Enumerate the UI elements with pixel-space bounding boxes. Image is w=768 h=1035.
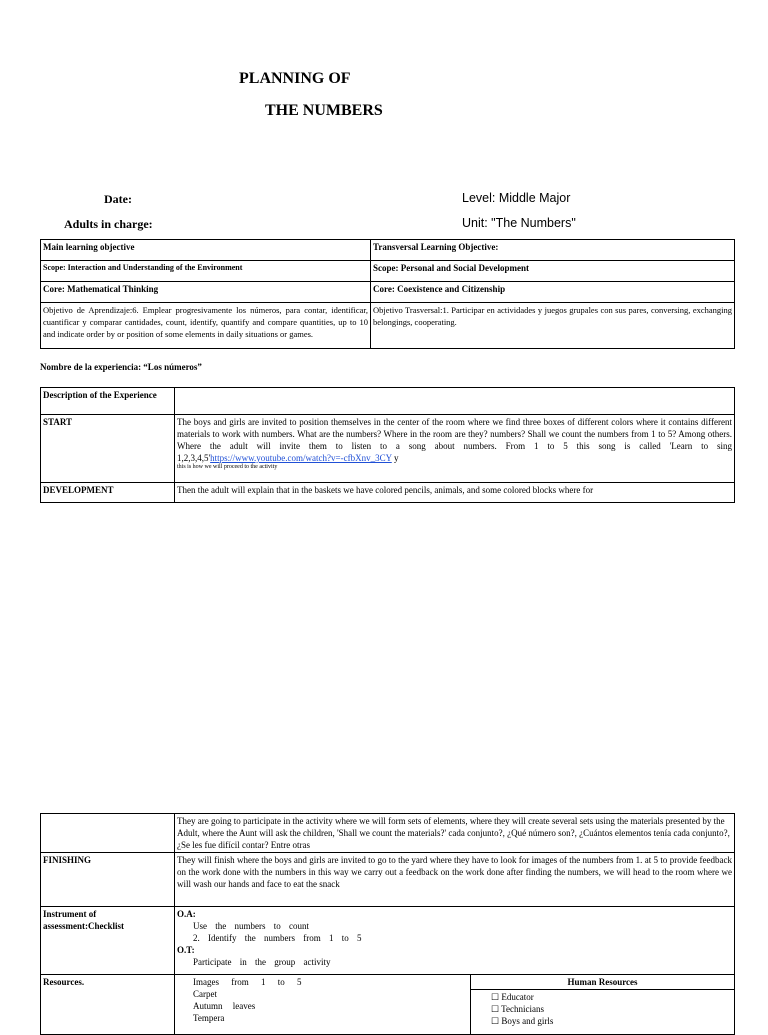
start-small-note: this is how we will proceed to the activity [177, 464, 278, 470]
ot-item-1: Participate in the group activity [193, 957, 331, 967]
main-objective-cell: Main learning objective [41, 240, 371, 261]
start-text: The boys and girls are invited to position themselves in the center of the room where we find three boxes of different colors where it contains different materials to work with numbers. What are the numbers? Where in the room are they? numbers? Shall we count the numbers from 1 to 5? Among others. Where the adult will invite them to listen to a song about numbers. From 1 to 5 this song is called 'Learn to sing 1,2,3,4,5' [177, 417, 732, 463]
instrument-label-cell: Instrument of assessment:Checklist [41, 907, 175, 975]
unit-text: Unit: "The Numbers" [462, 216, 576, 230]
planning-table-continued [40, 813, 735, 1035]
level-text: Level: Middle Major [462, 191, 571, 205]
description-header-cell: Description of the Experience [41, 388, 175, 415]
oa-label: O.A: [177, 909, 196, 919]
human-resource-item: ☐ Educator [491, 992, 534, 1002]
ot-label: O.T: [177, 945, 195, 955]
human-resource-item: ☐ Boys and girls [491, 1016, 554, 1026]
transversal-objective-cell: Transversal Learning Objective: [371, 240, 735, 261]
resources-label-cell: Resources. [41, 975, 175, 1035]
resource-item: Carpet [193, 989, 217, 999]
oa-item-2: 2. Identify the numbers from 1 to 5 [193, 933, 362, 943]
description-empty-cell [175, 388, 735, 415]
objectives-table [40, 239, 735, 349]
continuation-text-cell: They are going to participate in the activity where we will form sets of elements, where they will create several sets using the materials presented by the Adult, where the Aunt will ask the children, 'Shall we count the materials?' cada conjunto?, ¿Qué número son?, ¿Cuántos elementos tenía cada conjunto?, ¿Se les fue difícil contar? Entre otras [175, 814, 735, 853]
continuation-empty-cell [41, 814, 175, 853]
core-left-cell: Core: Mathematical Thinking [41, 282, 371, 303]
finishing-text-cell: They will finish where the boys and girls are invited to go to the yard where they have to look for images of the numbers from 1. at 5 to provide feedback on the work done with the numbers in this way we carry out a feedback on the work done after finding the numbers, we will head to the room where we will wash our hands and face to eat the snack [175, 853, 735, 907]
human-resources-header: Human Resources [471, 975, 734, 990]
development-label-cell: DEVELOPMENT [41, 483, 175, 503]
start-label-cell: START [41, 415, 175, 483]
adults-label: Adults in charge: [64, 217, 153, 231]
start-link-tail: y [394, 453, 399, 463]
scope-right-cell: Scope: Personal and Social Development [371, 261, 735, 282]
checklist-cell [175, 907, 735, 975]
resource-item: Autumn leaves [193, 1001, 256, 1011]
human-resource-item: ☐ Technicians [491, 1004, 545, 1014]
oa-text-cell: Objetivo de Aprendizaje:6. Emplear progresivamente los números, para contar, identificar, cuantificar y comparar cantidades, count, identify, quantify and compare quantities, up to 10 and indicate order by or position of some elements in daily situations or games. [41, 303, 371, 349]
date-label: Date: [104, 192, 132, 206]
youtube-link[interactable]: https://www.youtube.com/watch?v=-cfbXnv_3CY [210, 453, 392, 463]
scope-left-cell: Scope: Interaction and Understanding of the Environment [41, 261, 371, 282]
oa-item-1: Use the numbers to count [193, 921, 309, 931]
resource-item: Images from 1 to 5 [193, 977, 302, 987]
experience-name: Nombre de la experiencia: “Los números” [40, 362, 202, 372]
document-title-line1: PLANNING OF [239, 70, 351, 87]
finishing-label-cell: FINISHING [41, 853, 175, 907]
ot-text-cell: Objetivo Trasversal:1. Participar en actividades y juegos grupales con sus pares, conversing, exchanging belongings, cooperating. [371, 303, 735, 349]
resources-list-cell [175, 975, 471, 1035]
start-text-cell [175, 415, 735, 483]
development-text-cell: Then the adult will explain that in the baskets we have colored pencils, animals, and some colored blocks where for [175, 483, 735, 503]
experience-table [40, 387, 735, 503]
human-resources-cell [471, 975, 735, 1035]
core-right-cell: Core: Coexistence and Citizenship [371, 282, 735, 303]
resource-item: Tempera [193, 1013, 225, 1023]
document-title-line2: THE NUMBERS [265, 102, 383, 119]
